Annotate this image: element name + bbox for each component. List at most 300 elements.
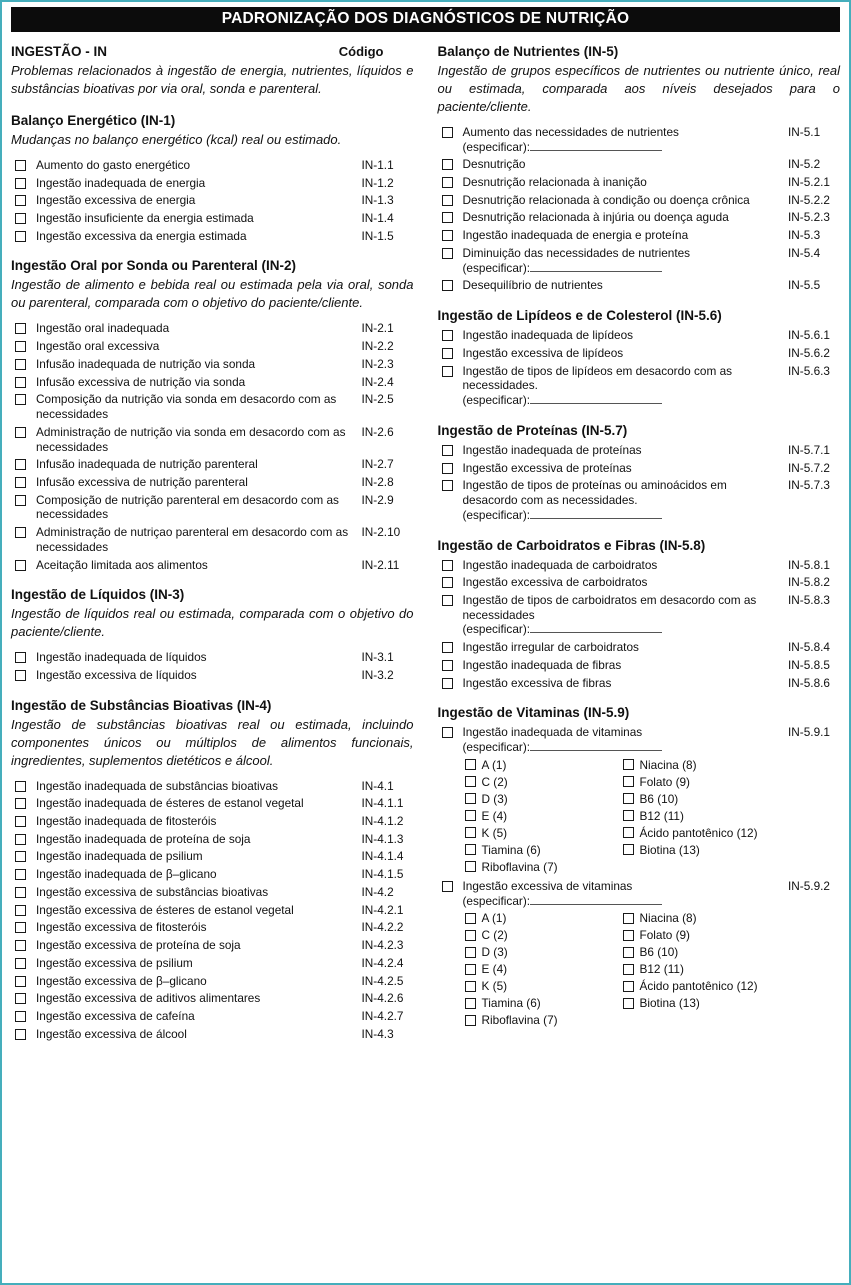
item-label: Ingestão excessiva de líquidos: [36, 667, 197, 682]
item-label: Infusão excessiva de nutrição via sonda: [36, 374, 246, 389]
item-checkbox[interactable]: [15, 816, 26, 827]
vitamin-column-left: [465, 911, 623, 1027]
vitamin-label: Ácido pantotênico (12): [639, 979, 758, 994]
vitamin-checkbox[interactable]: [623, 810, 634, 821]
checklist-item: [438, 175, 841, 190]
item-checkbox[interactable]: [15, 1029, 26, 1040]
item-checkbox[interactable]: [442, 595, 453, 606]
item-checkbox[interactable]: [442, 560, 453, 571]
item-code: IN-1.4: [361, 211, 394, 226]
section-header: [11, 698, 414, 713]
checklist: [11, 779, 414, 1042]
section-title: Ingestão de Líquidos (IN-3): [11, 587, 185, 603]
vitamin-label: A (1): [481, 757, 507, 772]
checklist-item: [438, 193, 841, 208]
item-checkbox[interactable]: [15, 940, 26, 951]
item-code: IN-5.9.1: [788, 725, 830, 740]
item-code: IN-5.9.2: [788, 878, 830, 893]
vitamin-column-right: [623, 911, 841, 1027]
item-checkbox[interactable]: [442, 330, 453, 341]
item-code: IN-5.3: [788, 228, 821, 243]
item-checkbox[interactable]: [442, 727, 453, 738]
vitamin-label: B6 (10): [639, 945, 679, 960]
item-checkbox[interactable]: [15, 459, 26, 470]
checklist-item: [438, 558, 841, 573]
vitamin-label: K (5): [481, 825, 508, 840]
checklist-item: [11, 668, 414, 683]
vitamin-checkbox[interactable]: [465, 964, 476, 975]
item-label: Ingestão insuficiente da energia estimada: [36, 211, 254, 226]
specify-label: (especificar):: [462, 507, 531, 522]
vitamin-option: [623, 758, 841, 772]
vitamin-checkbox[interactable]: [623, 913, 634, 924]
item-checkbox[interactable]: [15, 377, 26, 388]
item-label: Ingestão oral inadequada: [36, 321, 170, 336]
item-checkbox[interactable]: [442, 348, 453, 359]
item-label: Ingestão excessiva de β–glicano: [36, 973, 207, 988]
specify-label: (especificar):: [462, 893, 531, 908]
checklist-item: [11, 938, 414, 953]
section: [11, 44, 414, 98]
section: [438, 538, 841, 691]
item-checkbox[interactable]: [442, 366, 453, 377]
vitamin-option: [465, 1013, 623, 1027]
fill-in-blank[interactable]: [530, 740, 662, 751]
item-code: IN-4.2.5: [361, 973, 404, 988]
vitamin-checkbox[interactable]: [465, 981, 476, 992]
item-code: IN-5.2.2: [788, 192, 830, 207]
vitamin-option: [465, 928, 623, 942]
vitamin-checkbox[interactable]: [623, 844, 634, 855]
vitamin-label: Folato (9): [639, 774, 690, 789]
item-label: Ingestão excessiva de fibras: [462, 675, 612, 690]
item-checkbox[interactable]: [15, 359, 26, 370]
specify-label: (especificar):: [462, 260, 531, 275]
vitamin-checkbox[interactable]: [623, 930, 634, 941]
section: [438, 423, 841, 523]
checklist-item: [438, 676, 841, 691]
vitamin-checkbox[interactable]: [623, 947, 634, 958]
item-label: Desnutrição relacionada à inanição: [462, 175, 647, 190]
section-title: Balanço de Nutrientes (IN-5): [437, 44, 619, 59]
checklist-item: [11, 867, 414, 882]
item-checkbox[interactable]: [15, 781, 26, 792]
vitamin-option: [623, 809, 841, 823]
vitamin-checkbox[interactable]: [623, 964, 634, 975]
vitamin-label: Riboflavina (7): [481, 859, 558, 874]
vitamin-label: C (2): [481, 774, 508, 789]
item-checkbox[interactable]: [15, 341, 26, 352]
section-description: Ingestão de substâncias bioativas real ou estimada, incluindo componentes únicos ou múltiplos de alimentos funcionais, ingredientes, suplementos dietéticos e álcool.: [11, 716, 414, 768]
item-checkbox[interactable]: [442, 660, 453, 671]
vitamin-label: K (5): [481, 979, 508, 994]
item-checkbox[interactable]: [442, 212, 453, 223]
section-description: Ingestão de grupos específicos de nutrientes ou nutriente único, real ou estimada, comparada aos níveis desejados para o paciente/cliente.: [437, 63, 840, 114]
item-checkbox[interactable]: [15, 851, 26, 862]
item-label: Ingestão inadequada de substâncias bioativas: [36, 778, 279, 793]
item-label: Ingestão inadequada de energia: [36, 175, 206, 190]
item-checkbox[interactable]: [442, 248, 453, 259]
specify-label: (especificar):: [462, 393, 531, 408]
checklist: [438, 328, 841, 408]
fill-in-blank[interactable]: [530, 622, 662, 633]
vitamin-checkbox[interactable]: [623, 981, 634, 992]
checklist-item: [11, 832, 414, 847]
checklist-item: [11, 849, 414, 864]
item-code: IN-3.1: [361, 650, 394, 665]
item-label: Ingestão inadequada de proteínas: [462, 442, 642, 457]
item-checkbox[interactable]: [15, 394, 26, 405]
page-title: PADRONIZAÇÃO DOS DIAGNÓSTICOS DE NUTRIÇÃO: [11, 7, 840, 32]
item-label: Composição de nutrição parenteral em desacordo com as necessidades: [36, 492, 339, 522]
fill-in-blank[interactable]: [530, 140, 662, 151]
section-header: [438, 538, 841, 553]
item-label: Ingestão inadequada de carboidratos: [462, 557, 658, 572]
item-code: IN-2.8: [361, 474, 394, 489]
section-title: Ingestão de Vitaminas (IN-5.9): [437, 705, 630, 721]
vitamin-option: [465, 945, 623, 959]
vitamin-label: Folato (9): [639, 928, 690, 943]
section-header: [438, 423, 841, 438]
checklist-item: [11, 321, 414, 336]
section-description: Problemas relacionados à ingestão de energia, nutrientes, líquidos e substâncias bioativas por via oral, sonda e parenteral.: [11, 63, 414, 96]
item-code: IN-2.2: [361, 339, 394, 354]
item-checkbox[interactable]: [15, 477, 26, 488]
vitamin-checkbox[interactable]: [465, 776, 476, 787]
checklist: [438, 725, 841, 1027]
item-checkbox[interactable]: [15, 560, 26, 571]
item-checkbox[interactable]: [15, 922, 26, 933]
left-column: [11, 44, 414, 1057]
checklist-item: [11, 158, 414, 173]
item-checkbox[interactable]: [442, 230, 453, 241]
item-checkbox[interactable]: [442, 445, 453, 456]
fill-in-blank[interactable]: [530, 894, 662, 905]
vitamin-label: A (1): [481, 911, 507, 926]
item-code: IN-5.6.1: [788, 328, 830, 343]
checklist-item: [11, 903, 414, 918]
item-code: IN-4.1.2: [361, 814, 404, 828]
item-label: Aumento das necessidades de nutrientes (especificar):: [462, 124, 679, 154]
item-checkbox[interactable]: [442, 881, 453, 892]
vitamin-checkbox[interactable]: [465, 827, 476, 838]
item-checkbox[interactable]: [15, 323, 26, 334]
item-code: IN-3.2: [361, 667, 394, 682]
item-label: Ingestão inadequada de vitaminas (especificar):: [463, 725, 789, 754]
checklist-item: [438, 125, 841, 154]
item-label: Ingestão excessiva de carboidratos: [462, 575, 648, 590]
section-header: [11, 258, 414, 273]
vitamin-option: [623, 962, 841, 976]
item-label: Desequilíbrio de nutrientes: [462, 278, 603, 293]
section-title: Ingestão de Carboidratos e Fibras (IN-5.8): [437, 537, 706, 553]
vitamin-option: [623, 928, 841, 942]
item-code: IN-5.8.1: [788, 557, 830, 572]
item-code: IN-5.8.5: [788, 657, 830, 672]
item-code: IN-4.2.7: [361, 1009, 404, 1024]
item-checkbox[interactable]: [15, 160, 26, 171]
item-label: Ingestão inadequada de β–glicano: [36, 867, 217, 882]
section-title: Ingestão de Lipídeos e de Colesterol (IN-5.6): [437, 308, 722, 324]
item-checkbox[interactable]: [442, 642, 453, 653]
item-label: Ingestão excessiva de lipídeos: [462, 345, 624, 360]
item-checkbox[interactable]: [15, 976, 26, 987]
vitamin-label: Riboflavina (7): [481, 1013, 558, 1028]
fill-in-blank[interactable]: [530, 393, 662, 404]
item-code: IN-4.2.2: [361, 920, 404, 935]
vitamin-checkbox[interactable]: [623, 776, 634, 787]
checklist-item: [438, 725, 841, 754]
item-checkbox[interactable]: [442, 577, 453, 588]
item-label: Desnutrição relacionada à condição ou doença crônica: [462, 192, 750, 207]
vitamin-option: [623, 979, 841, 993]
specify-label: (especificar):: [462, 139, 531, 154]
item-checkbox[interactable]: [15, 1011, 26, 1022]
checklist-item: [438, 364, 841, 408]
item-code: IN-5.8.2: [788, 575, 830, 590]
vitamin-option: [623, 826, 841, 840]
item-code: IN-2.6: [361, 424, 394, 439]
vitamin-label: D (3): [481, 945, 508, 960]
checklist-item: [438, 640, 841, 655]
checklist-item: [11, 375, 414, 390]
item-checkbox[interactable]: [442, 195, 453, 206]
checklist: [438, 443, 841, 523]
vitamin-checkbox[interactable]: [465, 930, 476, 941]
item-code: IN-5.2.3: [788, 210, 830, 225]
checklist-item: [438, 210, 841, 225]
item-label: Ingestão excessiva de cafeína: [36, 1009, 195, 1024]
section-description: Ingestão de alimento e bebida real ou estimada pela via oral, sonda ou parenteral, comparada com o objetivo do paciente/cliente.: [11, 277, 414, 311]
vitamin-label: E (4): [481, 808, 508, 823]
item-label: Administração de nutrição via sonda em desacordo com as necessidades: [36, 424, 346, 454]
item-label: Ingestão excessiva de aditivos alimentares: [36, 991, 261, 1006]
item-label: Ingestão de tipos de carboidratos em desacordo com as necessidades (especificar):: [462, 592, 757, 637]
item-code: IN-2.1: [361, 321, 394, 336]
item-label: Ingestão excessiva de vitaminas (especificar):: [463, 879, 789, 908]
item-code: IN-1.5: [361, 228, 394, 243]
item-label: Infusão inadequada de nutrição parenteral: [36, 457, 258, 472]
item-label: Ingestão inadequada de lipídeos: [462, 328, 634, 343]
item-checkbox[interactable]: [442, 159, 453, 170]
item-label: Ingestão excessiva de proteínas: [462, 460, 632, 475]
item-label: Ingestão excessiva de substâncias bioativas: [36, 884, 269, 899]
item-checkbox[interactable]: [442, 280, 453, 291]
checklist-item: [11, 525, 414, 554]
checklist-item: [11, 193, 414, 208]
section-title: Ingestão de Proteínas (IN-5.7): [437, 422, 628, 438]
item-code: IN-5.2.1: [788, 175, 830, 190]
item-code: IN-2.10: [361, 525, 401, 540]
item-code: IN-4.2.1: [361, 902, 404, 917]
vitamin-checkbox[interactable]: [623, 998, 634, 1009]
vitamin-label: B6 (10): [639, 791, 679, 806]
item-code: IN-5.8.3: [788, 592, 830, 607]
vitamin-checkbox[interactable]: [465, 759, 476, 770]
vitamin-label: D (3): [481, 791, 508, 806]
item-checkbox[interactable]: [442, 127, 453, 138]
checklist-item: [11, 339, 414, 354]
section-title: INGESTÃO - IN: [11, 44, 108, 59]
item-code: IN-4.2: [361, 884, 394, 899]
section-description: Ingestão de líquidos real ou estimada, comparada com o objetivo do paciente/cliente.: [11, 606, 414, 640]
item-checkbox[interactable]: [15, 887, 26, 898]
vitamin-label: Ácido pantotênico (12): [639, 825, 758, 840]
checklist-item: [11, 457, 414, 472]
vitamin-option: [623, 792, 841, 806]
item-label: Aceitação limitada aos alimentos: [36, 557, 208, 572]
vitamin-option: [465, 996, 623, 1010]
section: [438, 308, 841, 408]
vitamin-option: [465, 758, 623, 772]
section: [11, 587, 414, 682]
section-header: [11, 587, 414, 602]
vitamin-checkbox[interactable]: [465, 998, 476, 1009]
checklist-item: [11, 558, 414, 573]
item-label: Ingestão inadequada de líquidos: [36, 650, 207, 665]
checklist-item: [11, 1009, 414, 1024]
item-label: Ingestão oral excessiva: [36, 339, 160, 354]
item-checkbox[interactable]: [15, 178, 26, 189]
checklist-item: [11, 493, 414, 522]
item-checkbox[interactable]: [15, 652, 26, 663]
item-code: IN-4.3: [361, 1026, 394, 1041]
section-header: [438, 308, 841, 323]
section-description: Mudanças no balanço energético (kcal) real ou estimado.: [11, 131, 342, 147]
item-label: Ingestão excessiva de psilium: [36, 955, 193, 970]
item-label: Ingestão excessiva de ésteres de estanol vegetal: [36, 902, 294, 917]
item-checkbox[interactable]: [15, 834, 26, 845]
vitamin-label: Biotina (13): [639, 996, 700, 1011]
vitamin-option: [465, 843, 623, 857]
item-checkbox[interactable]: [15, 495, 26, 506]
item-label: Diminuição das necessidades de nutrientes (especificar):: [462, 245, 691, 275]
item-checkbox[interactable]: [15, 798, 26, 809]
checklist-item: [11, 176, 414, 191]
vitamin-checkbox[interactable]: [465, 810, 476, 821]
item-checkbox[interactable]: [15, 993, 26, 1004]
item-code: IN-4.1.5: [361, 867, 404, 882]
checklist-item: [438, 346, 841, 361]
item-label: Ingestão inadequada de proteína de soja: [36, 831, 251, 846]
vitamin-option: [623, 911, 841, 925]
item-code: IN-4.1.3: [361, 831, 404, 846]
item-code: IN-1.1: [361, 157, 394, 172]
item-code: IN-4.2.6: [361, 991, 404, 1006]
checklist-item: [11, 920, 414, 935]
vitamin-option: [623, 996, 841, 1010]
item-code: IN-4.2.4: [361, 955, 404, 970]
item-checkbox[interactable]: [15, 195, 26, 206]
item-label: Ingestão excessiva de energia: [36, 193, 196, 208]
vitamin-option: [465, 775, 623, 789]
item-label: Ingestão inadequada de fibras: [462, 657, 622, 672]
checklist-item: [11, 974, 414, 989]
checklist: [11, 321, 414, 572]
item-label: Desnutrição relacionada à injúria ou doença aguda: [462, 210, 729, 225]
vitamin-checkbox[interactable]: [623, 827, 634, 838]
vitamin-options-grid: [465, 758, 841, 874]
item-label: Aumento do gasto energético: [36, 157, 191, 172]
vitamin-column-right: [623, 758, 841, 874]
vitamin-label: E (4): [481, 962, 508, 977]
checklist-item: [438, 328, 841, 343]
section-title: Balanço Energético (IN-1): [11, 112, 176, 128]
vitamin-checkbox[interactable]: [465, 793, 476, 804]
item-checkbox[interactable]: [15, 958, 26, 969]
vitamin-option: [465, 962, 623, 976]
section-header: [11, 113, 414, 128]
item-label: Ingestão inadequada de fitosteróis: [36, 814, 217, 828]
item-checkbox[interactable]: [15, 213, 26, 224]
vitamin-checkbox[interactable]: [465, 913, 476, 924]
item-code: IN-5.7.2: [788, 460, 830, 475]
vitamin-option: [623, 775, 841, 789]
vitamin-label: Tiamina (6): [481, 996, 541, 1011]
item-checkbox[interactable]: [442, 177, 453, 188]
item-checkbox[interactable]: [442, 678, 453, 689]
checklist-item: [11, 796, 414, 811]
item-code: IN-4.2.3: [361, 938, 404, 953]
section: [438, 705, 841, 1027]
vitamin-option: [623, 843, 841, 857]
vitamin-label: Biotina (13): [639, 842, 700, 857]
item-checkbox[interactable]: [442, 480, 453, 491]
vitamin-checkbox[interactable]: [465, 844, 476, 855]
vitamin-checkbox[interactable]: [465, 1015, 476, 1026]
section-title: Ingestão de Substâncias Bioativas (IN-4): [11, 697, 272, 713]
item-label: Ingestão de tipos de proteínas ou aminoácidos em desacordo com as necessidades. (especificar):: [462, 478, 727, 522]
vitamin-checkbox[interactable]: [465, 947, 476, 958]
item-code: IN-5.8.6: [788, 675, 830, 690]
checklist-item: [438, 658, 841, 673]
item-label: Ingestão inadequada de ésteres de estanol vegetal: [36, 796, 304, 811]
checklist-item: [11, 956, 414, 971]
item-checkbox[interactable]: [15, 427, 26, 438]
item-checkbox[interactable]: [15, 905, 26, 916]
item-code: IN-4.1.1: [361, 796, 404, 811]
vitamin-label: Niacina (8): [639, 911, 697, 926]
vitamin-checkbox[interactable]: [465, 861, 476, 872]
item-checkbox[interactable]: [15, 670, 26, 681]
checklist-item: [438, 593, 841, 637]
item-code: IN-2.4: [361, 374, 394, 389]
checklist: [11, 650, 414, 682]
checklist-item: [438, 228, 841, 243]
item-checkbox[interactable]: [15, 231, 26, 242]
checklist-item: [11, 357, 414, 372]
vitamin-label: B12 (11): [639, 962, 684, 977]
vitamin-checkbox[interactable]: [623, 759, 634, 770]
item-label: Ingestão excessiva de fitosteróis: [36, 920, 207, 935]
vitamin-checkbox[interactable]: [623, 793, 634, 804]
item-checkbox[interactable]: [15, 527, 26, 538]
item-code: IN-2.3: [361, 356, 394, 371]
vitamin-label: Niacina (8): [639, 757, 697, 772]
fill-in-blank[interactable]: [530, 261, 662, 272]
checklist-item: [11, 1027, 414, 1042]
fill-in-blank[interactable]: [530, 508, 662, 519]
item-checkbox[interactable]: [15, 869, 26, 880]
right-column: [438, 44, 841, 1057]
checklist-item: [11, 211, 414, 226]
item-label: Ingestão excessiva da energia estimada: [36, 228, 247, 243]
item-label: Administração de nutriçao parenteral em desacordo com as necessidades: [36, 525, 349, 554]
section: [11, 113, 414, 244]
item-code: IN-2.7: [361, 457, 394, 472]
checklist: [438, 558, 841, 691]
item-checkbox[interactable]: [442, 463, 453, 474]
